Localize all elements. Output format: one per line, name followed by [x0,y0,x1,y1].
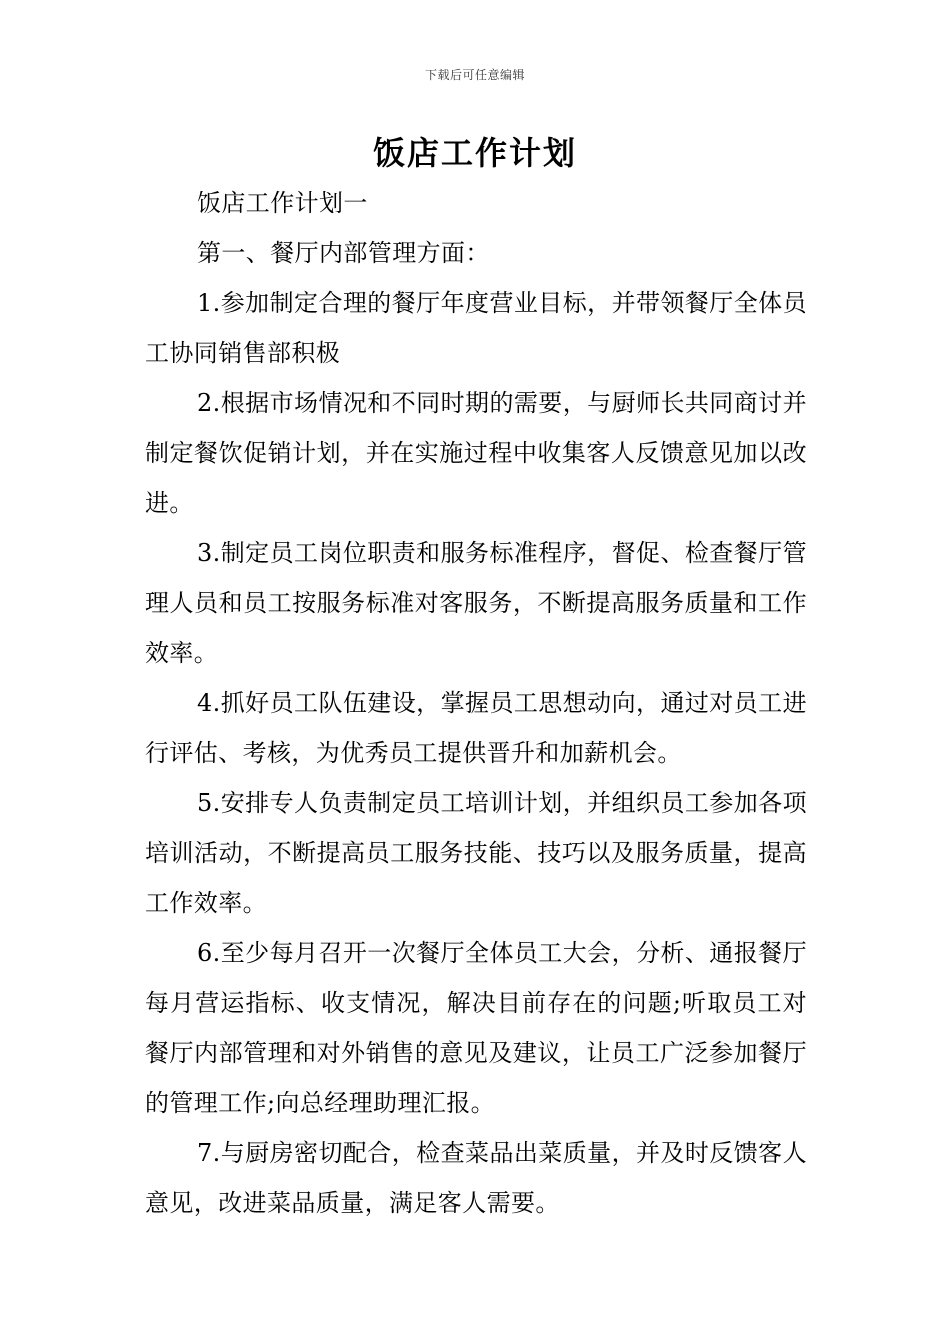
paragraph-item-2: 2.根据市场情况和不同时期的需要，与厨师长共同商讨并制定餐饮促销计划，并在实施过程中收集客人反馈意见加以改进。 [145,389,807,517]
paragraph-item-5: 5.安排专人负责制定员工培训计划，并组织员工参加各项培训活动，不断提高员工服务技能、技巧以及服务质量，提高工作效率。 [145,789,807,917]
section-heading: 饭店工作计划一 [197,189,368,217]
paragraph-item-6: 6.至少每月召开一次餐厅全体员工大会，分析、通报餐厅每月营运指标、收支情况，解决目前存在的问题;听取员工对餐厅内部管理和对外销售的意见及建议，让员工广泛参加餐厅的管理工作;向总经理助理汇报。 [145,939,807,1117]
header-note: 下载后可任意编辑 [424,68,525,82]
paragraph-item-1: 1.参加制定合理的餐厅年度营业目标，并带领餐厅全体员工协同销售部积极 [145,289,807,367]
document-body [145,178,807,1228]
paragraph-item-4: 4.抓好员工队伍建设，掌握员工思想动向，通过对员工进行评估、考核，为优秀员工提供晋升和加薪机会。 [145,689,807,767]
paragraph-item-3: 3.制定员工岗位职责和服务标准程序，督促、检查餐厅管理人员和员工按服务标准对客服务，不断提高服务质量和工作效率。 [145,539,807,667]
document-title: 饭店工作计划 [372,134,577,172]
paragraph-item-7: 7.与厨房密切配合，检查菜品出菜质量，并及时反馈客人意见，改进菜品质量，满足客人需要。 [145,1139,807,1217]
subsection-heading: 第一、餐厅内部管理方面： [197,239,490,267]
